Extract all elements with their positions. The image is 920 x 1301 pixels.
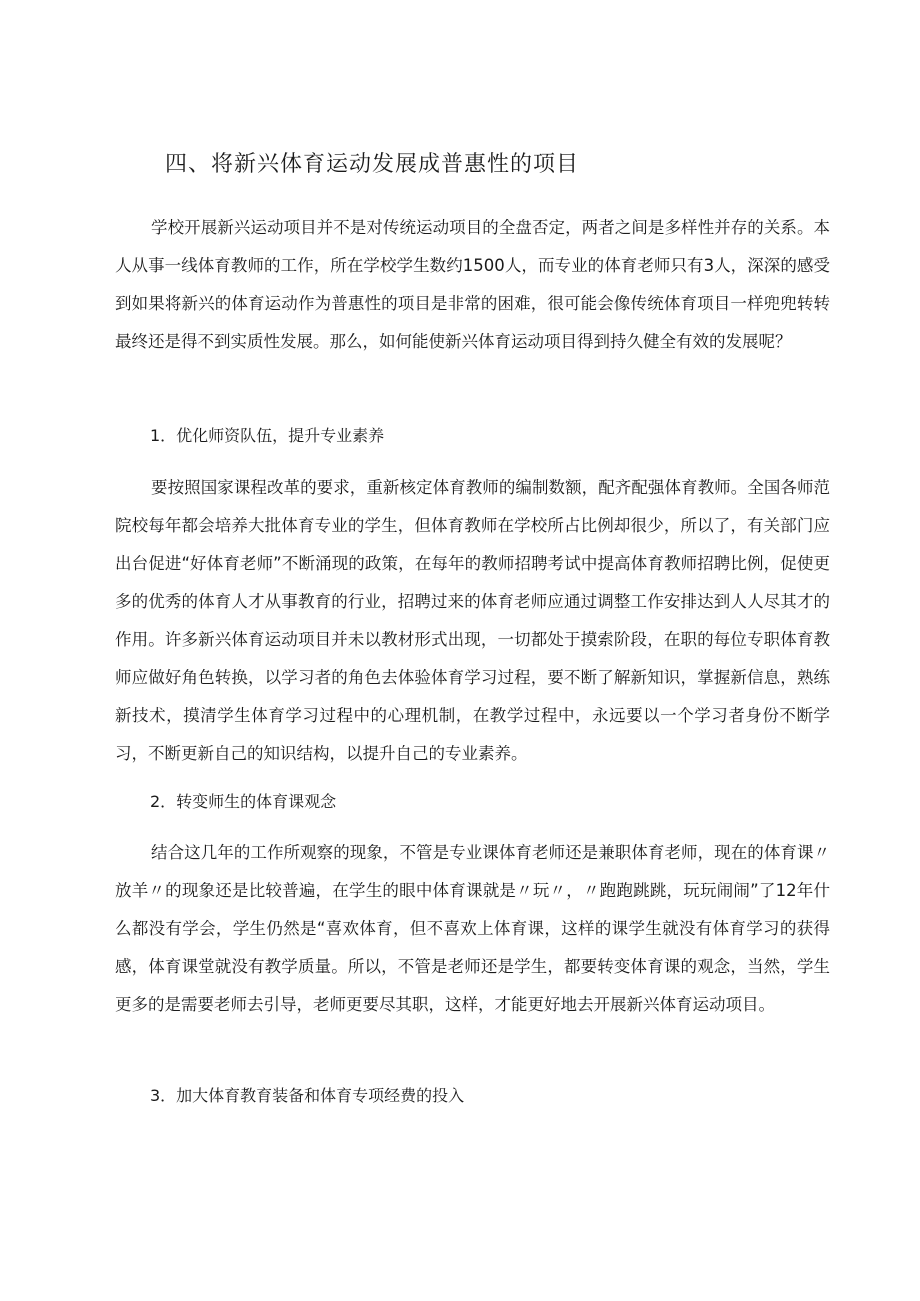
subsection-title-1: 1．优化师资队伍，提升专业素养 [150, 426, 385, 445]
section-heading: 四、将新兴体育运动发展成普惠性的项目 [165, 152, 580, 177]
subsection-title-3: 3．加大体育教育装备和体育专项经费的投入 [150, 1086, 465, 1105]
subsection-paragraph-2: 结合这几年的工作所观察的现象，不管是专业课体育老师还是兼职体育老师，现在的体育课〃放羊〃的现象还是比较普遍，在学生的眼中体育课就是〃玩〃，〃跑跑跳跳，玩玩闹闹”了12年什么都没有学会，学生仍然是“喜欢体育，但不喜欢上体育课，这样的课学生就没有体育学习的获得感，体育课堂就没有教学质量。所以，不管是老师还是学生，都要转变体育课的观念，当然，学生更多的是需要老师去引导，老师更要尽其职，这样，才能更好地去开展新兴体育运动项目。 [115, 843, 830, 1014]
intro-paragraph: 学校开展新兴运动项目并不是对传统运动项目的全盘否定，两者之间是多样性并存的关系。本人从事一线体育教师的工作，所在学校学生数约1500人，而专业的体育老师只有3人，深深的感受到如果将新兴的体育运动作为普惠性的项目是非常的困难，很可能会像传统体育项目一样兜兜转转最终还是得不到实质性发展。那么，如何能使新兴体育运动项目得到持久健全有效的发展呢？ [115, 218, 830, 351]
subsection-title-2: 2．转变师生的体育课观念 [150, 792, 337, 811]
subsection-paragraph-1: 要按照国家课程改革的要求，重新核定体育教师的编制数额，配齐配强体育教师。全国各师范院校每年都会培养大批体育专业的学生，但体育教师在学校所占比例却很少，所以了，有关部门应出台促进“好体育老师”不断涌现的政策，在每年的教师招聘考试中提高体育教师招聘比例，促使更多的优秀的体育人才从事教育的行业，招聘过来的体育老师应通过调整工作安排达到人人尽其才的作用。许多新兴体育运动项目并未以教材形式出现，一切都处于摸索阶段，在职的每位专职体育教师应做好角色转换，以学习者的角色去体验体育学习过程，要不断了解新知识，掌握新信息，熟练新技术，摸清学生体育学习过程中的心理机制，在教学过程中，永远要以一个学习者身份不断学习，不断更新自己的知识结构，以提升自己的专业素养。 [115, 478, 830, 763]
